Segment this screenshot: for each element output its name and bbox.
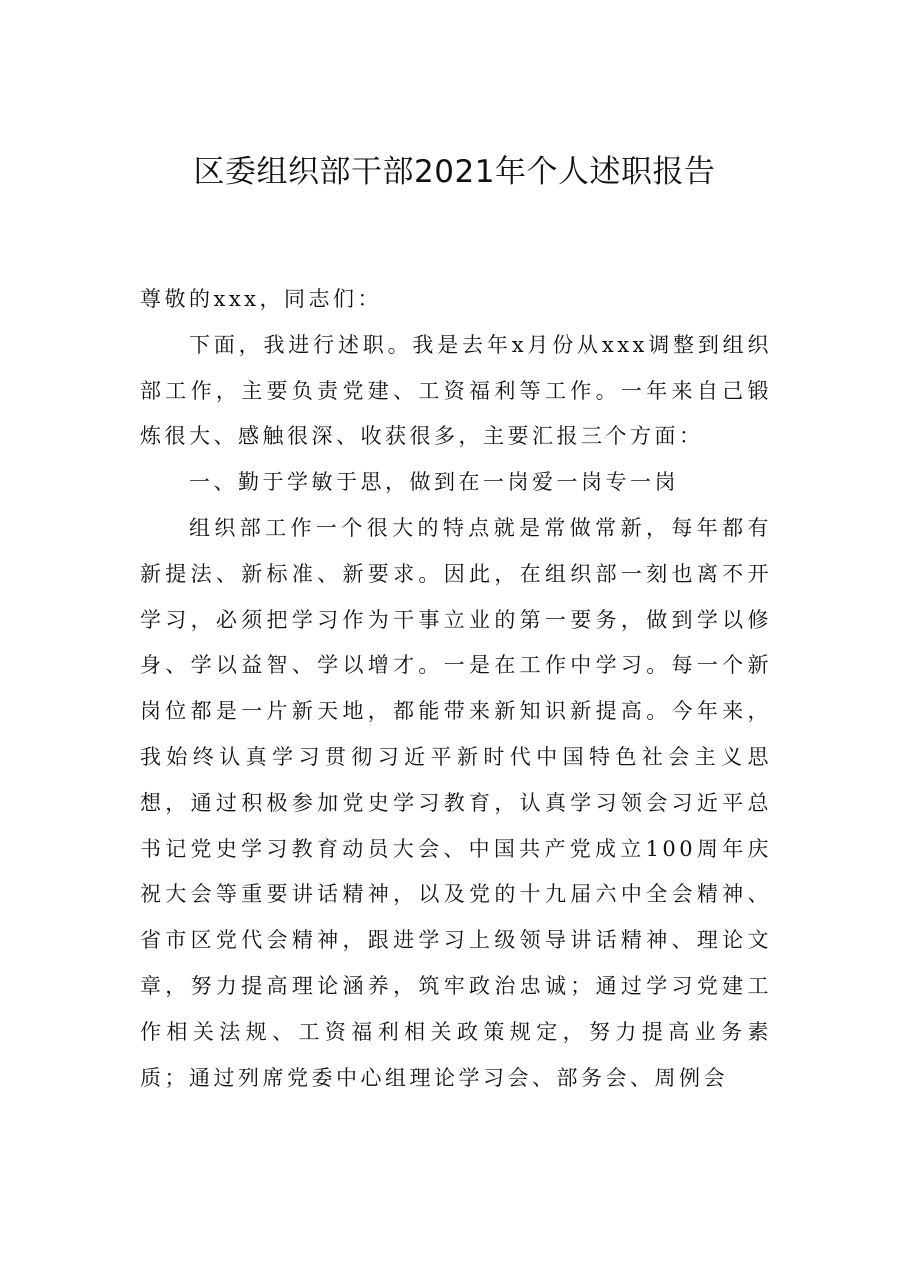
document-title: 区委组织部干部2021年个人述职报告	[193, 154, 716, 190]
document-body	[140, 277, 772, 1101]
section-heading-1: 一、勤于学敏于思，做到在一岗爱一岗专一岗	[189, 470, 679, 495]
salutation: 尊敬的xxx，同志们：	[140, 287, 383, 311]
paragraph-intro: 下面，我进行述职。我是去年x月份从xxx调整到组织部工作，主要负责党建、工资福利等工作。一年来自己锻炼很大、感触很深、收获很多，主要汇报三个方面：	[140, 332, 772, 449]
paragraph-section-1: 组织部工作一个很大的特点就是常做常新，每年都有新提法、新标准、新要求。因此，在组织部一刻也离不开学习，必须把学习作为干事立业的第一要务，做到学以修身、学以益智、学以增才。一是在工作中学习。每一个新岗位都是一片新天地，都能带来新知识新提高。今年来，我始终认真学习贯彻习近平新时代中国特色社会主义思想，通过积极参加党史学习教育，认真学习领会习近平总书记党史学习教育动员大会、中国共产党成立100周年庆祝大会等重要讲话精神，以及党的十九届六中全会精神、省市区党代会精神，跟进学习上级领导讲话精神、理论文章，努力提高理论涵养，筑牢政治忠诚；通过学习党建工作相关法规、工资福利相关政策规定，努力提高业务素质；通过列席党委中心组理论学习会、部务会、周例会	[140, 515, 772, 1090]
